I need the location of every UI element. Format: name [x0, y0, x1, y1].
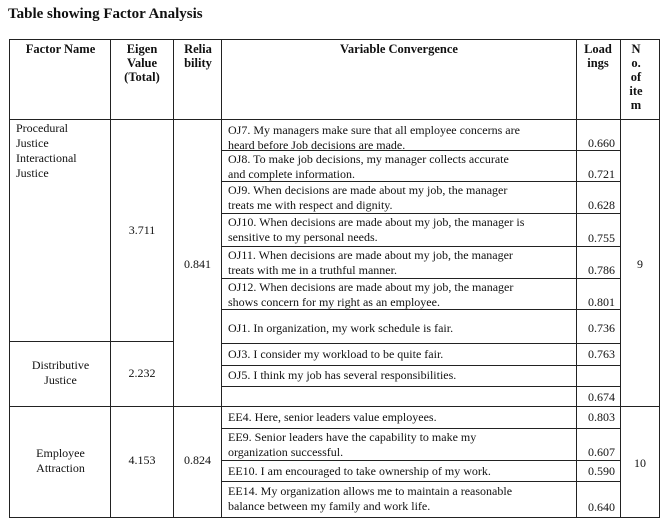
variable-text-line: OJ12. When decisions are made about my job, the manager	[228, 280, 514, 294]
item-count: 10	[634, 456, 646, 470]
variable-text-line: OJ11. When decisions are made about my job, the manager	[228, 248, 513, 262]
variable-text-line: and complete information.	[228, 167, 355, 181]
item-count: 9	[637, 257, 643, 271]
variable-item-oj10	[222, 214, 576, 246]
group-rule	[10, 341, 174, 342]
factor-name-procedural-interactional	[16, 121, 108, 181]
row-rule	[221, 481, 621, 482]
variable-text-line: balance between my family and work life.	[228, 499, 431, 513]
variable-item-oj12	[222, 279, 576, 309]
factor-name-line: Attraction	[36, 461, 85, 475]
table-title: Table showing Factor Analysis	[8, 6, 203, 22]
loading-value: 0.736	[588, 321, 615, 335]
eigen-value: 4.153	[128, 453, 156, 467]
loading-value: 0.674	[588, 390, 615, 404]
row-rule	[221, 460, 621, 461]
variable-item-oj7	[222, 120, 576, 150]
header-reliability: Relia bility	[184, 42, 212, 70]
loading-value: 0.786	[588, 263, 615, 277]
row-rule	[221, 428, 621, 429]
variable-item-oj3	[222, 347, 576, 362]
col-divider	[110, 40, 111, 518]
variable-text-line: shows concern for my right as an employee.	[228, 295, 440, 309]
factor-name-line: Justice	[16, 166, 49, 180]
header-no-of-items: N o. of ite m	[629, 42, 643, 112]
loading-value: 0.660	[588, 136, 615, 150]
variable-item-oj11	[222, 247, 576, 278]
variable-item-ee14	[222, 484, 576, 514]
col-divider	[173, 40, 174, 518]
variable-text-line: sensitive to my personal needs.	[228, 230, 378, 244]
loading-value: 0.721	[588, 167, 615, 181]
header-factor-name: Factor Name	[25, 42, 96, 56]
factor-analysis-table	[9, 39, 660, 518]
factor-name-line: Justice	[44, 373, 77, 387]
variable-text-line: organization successful.	[228, 445, 344, 459]
variable-text-line: OJ8. To make job decisions, my manager collects accurate	[228, 152, 509, 166]
variable-text-line: EE14. My organization allows me to maintain a reasonable	[228, 484, 513, 498]
variable-text-line: treats with me in a truthful manner.	[228, 263, 397, 277]
variable-text-line: EE10. I am encouraged to take ownership of my work.	[228, 464, 491, 478]
row-rule	[221, 343, 621, 344]
loading-value: 0.755	[588, 231, 615, 245]
row-rule	[221, 365, 621, 366]
variable-text-line: treats me with respect and dignity.	[228, 198, 393, 212]
row-rule	[221, 386, 621, 387]
variable-text-line: OJ10. When decisions are made about my job, the manager is	[228, 215, 525, 229]
variable-item-ee9	[222, 430, 576, 460]
factor-name-line: Distributive	[31, 358, 90, 372]
variable-text-line: OJ9. When decisions are made about my job, the manager	[228, 183, 508, 197]
loading-value: 0.640	[588, 500, 615, 514]
variable-text-line: OJ5. I think my job has several responsibilities.	[228, 368, 457, 382]
eigen-value: 2.232	[128, 366, 156, 380]
loading-value: 0.803	[588, 410, 615, 424]
variable-text-line: EE9. Senior leaders have the capability to make my	[228, 430, 477, 444]
loading-value: 0.763	[588, 347, 615, 361]
factor-name-line: Procedural	[16, 121, 68, 135]
loading-value: 0.590	[588, 464, 615, 478]
variable-text-line: OJ1. In organization, my work schedule is fair.	[228, 321, 454, 335]
factor-name-employee-attraction	[11, 446, 110, 476]
factor-name-distributive	[11, 358, 110, 388]
factor-name-line: Interactional	[16, 151, 77, 165]
factor-name-line: Employee	[36, 446, 85, 460]
variable-text-line: EE4. Here, senior leaders value employees.	[228, 410, 437, 424]
reliability-value: 0.841	[184, 257, 211, 271]
eigen-value: 3.711	[128, 223, 156, 237]
variable-item-oj1	[222, 321, 576, 336]
col-divider	[620, 40, 621, 518]
variable-item-oj5	[222, 368, 576, 383]
variable-item-ee4	[222, 410, 576, 425]
factor-name-line: Justice	[16, 136, 49, 150]
header-variable-convergence: Variable Convergence	[340, 42, 458, 56]
variable-item-oj8	[222, 151, 576, 181]
header-loadings: Load ings	[584, 42, 612, 70]
variable-text-line: OJ7. My managers make sure that all employee concerns are	[228, 123, 520, 137]
variable-item-oj9	[222, 182, 576, 213]
variable-item-ee10	[222, 464, 576, 479]
loading-value: 0.607	[588, 445, 615, 459]
loading-value: 0.628	[588, 198, 615, 212]
loading-value: 0.801	[588, 295, 615, 309]
reliability-value: 0.824	[184, 453, 211, 467]
header-eigen-value: Eigen Value (Total)	[124, 42, 160, 84]
group-rule	[10, 406, 660, 407]
variable-text-line: OJ3. I consider my workload to be quite fair.	[228, 347, 444, 361]
variable-text-line: heard before Job decisions are made.	[228, 138, 406, 152]
